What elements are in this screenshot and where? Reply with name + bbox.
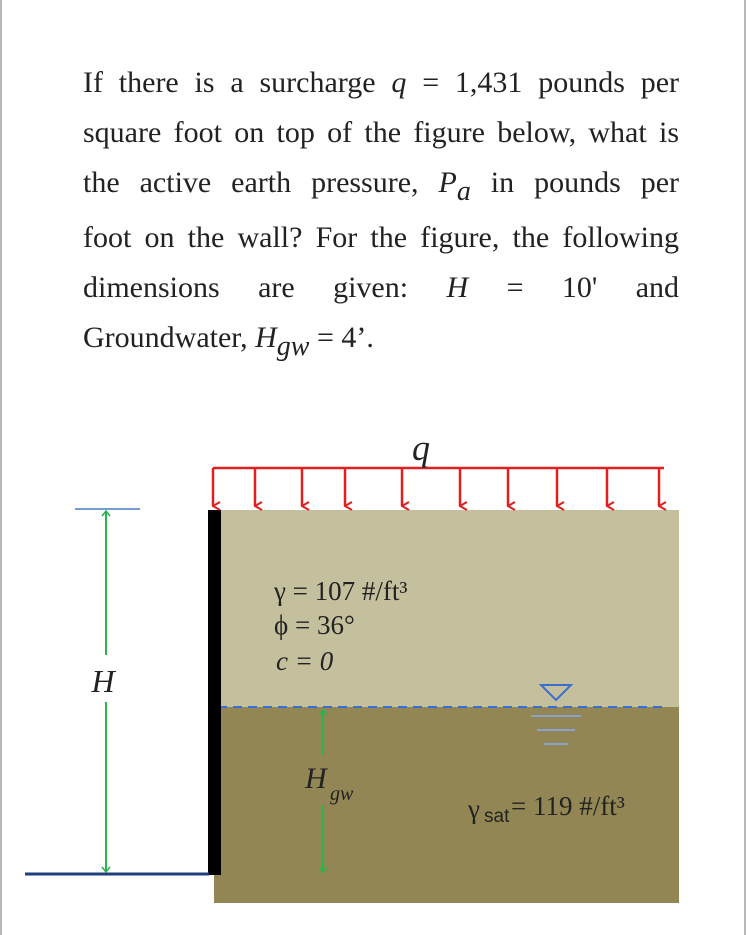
- pa-symbol: P: [438, 166, 457, 199]
- upper-soil-layer: [214, 510, 679, 707]
- cohesion-label: c = 0: [276, 646, 334, 676]
- hgw-dimension-label: H: [305, 762, 327, 795]
- hgw-subscript: gw: [276, 331, 310, 362]
- unit-weight-label: γ = 107 #/ft³: [274, 576, 408, 606]
- problem-line-6: Groundwater, Hgw = 4’.: [83, 321, 374, 362]
- problem-line-1: If there is a surcharge q = 1,431 pounds per: [83, 66, 680, 99]
- problem-line-4: foot on the wall? For the figure, the following: [83, 221, 679, 254]
- surcharge-q-label: q: [412, 428, 430, 468]
- saturated-unit-weight-value: = 119 #/ft³: [511, 791, 625, 821]
- saturated-unit-weight-symbol: γ: [468, 794, 480, 824]
- h-symbol: H: [446, 271, 469, 304]
- friction-angle-label: ϕ = 36°: [274, 610, 355, 640]
- q-symbol: q: [391, 66, 407, 99]
- problem-line-3: the active earth pressure, Pa in pounds per: [83, 166, 679, 207]
- pa-subscript: a: [456, 176, 471, 207]
- problem-line-2: square foot on top of the figure below, what is: [83, 116, 679, 149]
- h-dimension-label: H: [91, 663, 115, 699]
- retaining-wall: [208, 510, 221, 875]
- hgw-symbol: H: [255, 321, 277, 354]
- hgw-dimension-subscript: gw: [330, 783, 354, 805]
- saturated-unit-weight-subscript: sat: [484, 806, 510, 827]
- surcharge-arrows: [213, 468, 659, 506]
- problem-line-5: dimensions are given: H = 10' and: [83, 271, 680, 304]
